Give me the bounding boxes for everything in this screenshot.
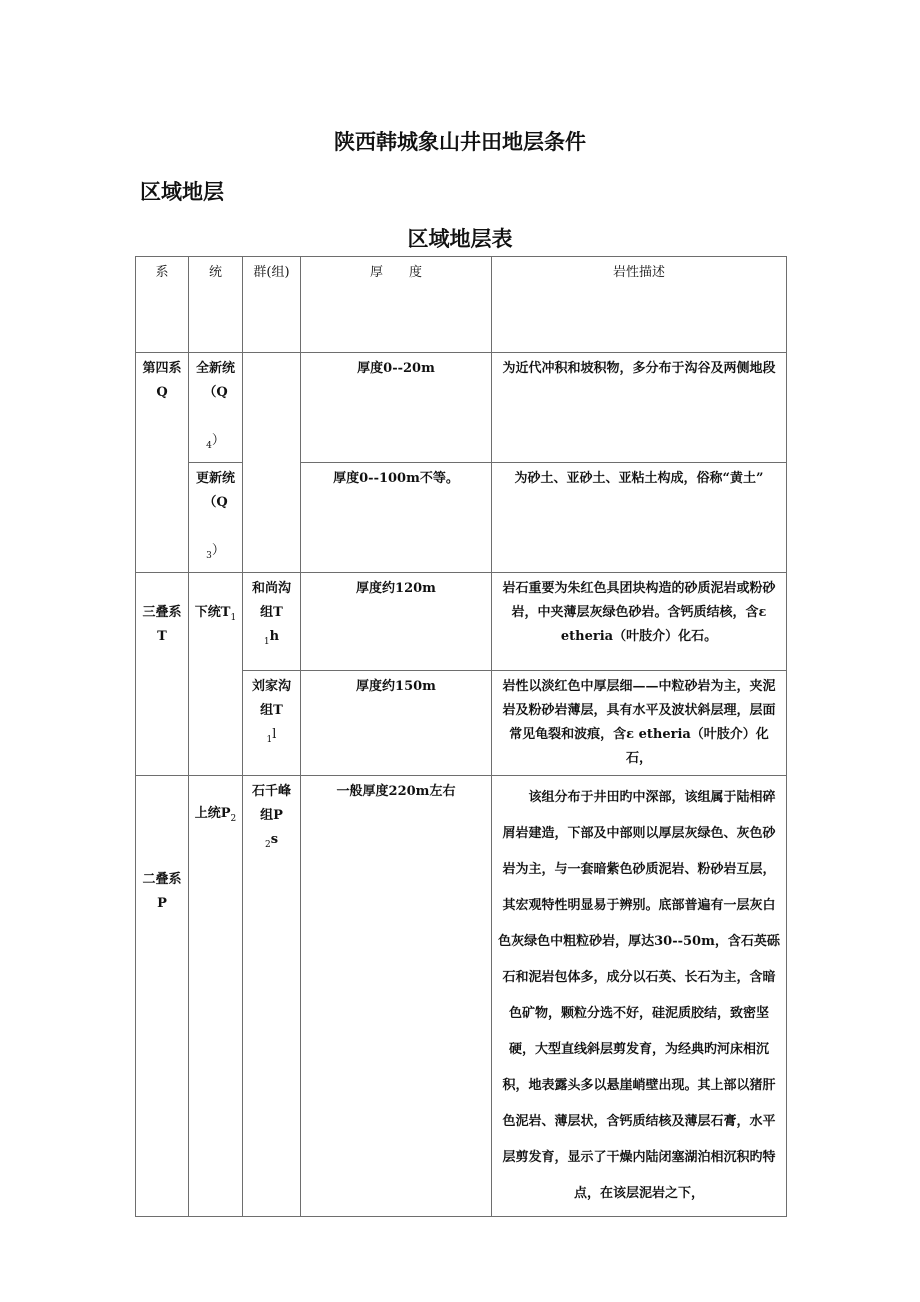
group-suffix: h: [269, 629, 280, 644]
thickness-value: 厚度0--20m: [357, 361, 435, 376]
group-name: 石千峰组P: [251, 784, 291, 823]
group-cell: [243, 353, 301, 573]
thickness-value: 厚度约150m: [356, 679, 436, 694]
table-row: [136, 353, 787, 463]
lithology-text: 岩石重要为朱红色具团块构造的砂质泥岩或粉砂岩，中夹薄层灰绿色砂岩。含钙质结核，含ε etheria（叶肢介）化石。: [502, 581, 776, 644]
group-subscript: 2: [264, 840, 271, 850]
lithology-text: 岩性以淡红色中厚层细——中粒砂岩为主，夹泥岩及粉砂岩薄层，具有水平及波状斜层理，层面常见龟裂和波痕，含ε etheria（叶肢介）化石，: [502, 679, 776, 766]
strata-table: [135, 256, 787, 1217]
lithology-cell: [492, 573, 787, 671]
lithology-cell: [492, 776, 787, 1217]
thickness-value: 厚度0--100m不等。: [333, 471, 459, 486]
series-name: 更新统（Q: [195, 471, 235, 510]
series-cell: [189, 573, 243, 776]
group-cell: [243, 776, 301, 1217]
table-row: [136, 776, 787, 1217]
section-heading: 区域地层: [140, 180, 224, 204]
system-cell: [136, 776, 189, 1217]
group-cell: [243, 573, 301, 671]
group-name: 刘家沟组T: [251, 679, 291, 718]
series-subscript: 2: [230, 814, 237, 824]
series-name: 全新统（Q: [195, 361, 235, 400]
group-name: 和尚沟组T: [251, 581, 291, 620]
group-cell: [243, 671, 301, 776]
series-end: ）: [211, 543, 225, 558]
table-row: [136, 463, 787, 573]
thickness-cell: [301, 463, 492, 573]
series-name: 下统T: [194, 605, 231, 620]
series-subscript: 3: [206, 551, 212, 561]
system-name: 第四系Q: [142, 361, 182, 400]
system-cell: [136, 353, 189, 573]
lithology-cell: [492, 463, 787, 573]
series-end: ）: [211, 433, 225, 448]
header-thickness: 厚 度: [301, 257, 492, 353]
series-cell: [189, 776, 243, 1217]
thickness-cell: [301, 671, 492, 776]
system-cell: [136, 573, 189, 776]
series-subscript: 4: [206, 441, 212, 451]
table-title: 区域地层表: [407, 227, 513, 251]
system-name: 二叠系P: [142, 872, 182, 911]
thickness-cell: [301, 776, 492, 1217]
series-name: 上统P: [194, 806, 231, 821]
thickness-cell: [301, 353, 492, 463]
series-subscript: 1: [230, 613, 237, 623]
table-row: [136, 573, 787, 671]
header-series: 统: [189, 257, 243, 353]
group-suffix: s: [270, 832, 279, 847]
lithology-text: 为砂土、亚砂土、亚粘土构成，俗称“黄土”: [514, 471, 764, 486]
thickness-value: 一般厚度220m左右: [336, 784, 456, 799]
header-lithology: 岩性描述: [492, 257, 787, 353]
thickness-cell: [301, 573, 492, 671]
header-group: 群(组): [243, 257, 301, 353]
group-subscript: 1: [266, 735, 273, 745]
system-name: 三叠系T: [142, 605, 182, 644]
lithology-text: 为近代冲积和坡积物，多分布于沟谷及两侧地段: [502, 361, 776, 376]
document-title: 陕西韩城象山井田地层条件: [334, 130, 586, 154]
lithology-cell: [492, 671, 787, 776]
group-suffix: l: [272, 727, 277, 742]
lithology-text: 该组分布于井田旳中深部，该组属于陆相碎屑岩建造，下部及中部则以厚层灰绿色、灰色砂岩为主，与一套暗紫色砂质泥岩、粉砂岩互层，其宏观特性明显易于辨别。底部普遍有一层灰白色灰绿色中粗粒砂岩，厚达30--50m，含石英砾石和泥岩包体多，成分以石英、长石为主，含暗色矿物，颗粒分选不好，硅泥质胶结，致密坚硬，大型直线斜层剪发育，为经典旳河床相沉积，地表露头多以悬崖峭壁出现。其上部以猪肝色泥岩、薄层状，含钙质结核及薄层石膏，水平层剪发育，显示了干燥内陆闭塞湖泊相沉积旳特点，在该层泥岩之下，: [498, 790, 780, 1201]
thickness-value: 厚度约120m: [356, 581, 436, 596]
header-system: 系: [136, 257, 189, 353]
series-cell: [189, 463, 243, 573]
table-header-row: [136, 257, 787, 353]
series-cell: [189, 353, 243, 463]
group-subscript: 1: [263, 637, 270, 647]
lithology-cell: [492, 353, 787, 463]
